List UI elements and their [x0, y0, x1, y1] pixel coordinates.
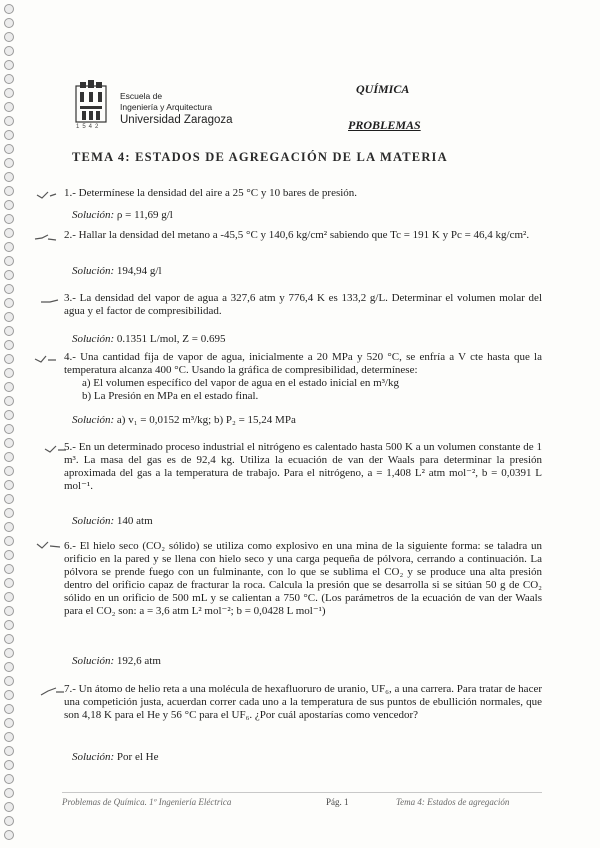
- binder-hole-icon: [4, 508, 14, 518]
- binder-hole-icon: [4, 200, 14, 210]
- binder-hole-icon: [4, 32, 14, 42]
- binder-hole-icon: [4, 774, 14, 784]
- document-type: PROBLEMAS: [348, 118, 421, 132]
- solution-1: Solución: ρ = 11,69 g/l: [72, 209, 173, 221]
- binder-holes: [4, 4, 16, 844]
- university-name: Universidad Zaragoza: [120, 114, 233, 126]
- binder-hole-icon: [4, 704, 14, 714]
- binder-hole-icon: [4, 102, 14, 112]
- university-logo: [74, 80, 274, 132]
- binder-hole-icon: [4, 746, 14, 756]
- problem-6: 6.- El hielo seco (CO₂ sólido) se utiliza como explosivo en una mina de la siguiente forma: se taladra un orificio en la pared y se llena con hielo seco y una carga pequeña de pólvora, cerrando a continuación. La pólvora se prende fuego con un fulminante, con lo que se sublima el CO₂ y se produce una alta presión dentro del orificio capaz de fracturar la roca. Calcula la presión que se desarrolla si se sitúan 50 g de CO₂ sólido en un orificio de 500 mL y se calientan a 750 °C. (Los parámetros de la ecuación de van der Waals para el CO₂ son: a = 3,6 atm L² mol⁻²; b = 0,0428 L mol⁻¹): [64, 540, 542, 617]
- binder-hole-icon: [4, 368, 14, 378]
- binder-hole-icon: [4, 214, 14, 224]
- binder-hole-icon: [4, 718, 14, 728]
- university-crest-icon: [74, 80, 108, 124]
- binder-hole-icon: [4, 158, 14, 168]
- problem-3: 3.- La densidad del vapor de agua a 327,6 atm y 776,4 K es 133,2 g/L. Determinar el volumen molar del agua y el factor de compresibilidad.: [64, 292, 542, 317]
- subject-title: QUÍMICA: [356, 82, 410, 96]
- handwritten-check-icon: [36, 189, 64, 201]
- binder-hole-icon: [4, 74, 14, 84]
- binder-hole-icon: [4, 466, 14, 476]
- binder-hole-icon: [4, 438, 14, 448]
- binder-hole-icon: [4, 830, 14, 840]
- solution-3: Solución: 0.1351 L/mol, Z = 0.695: [72, 333, 226, 345]
- binder-hole-icon: [4, 186, 14, 196]
- problem-5: 5.- En un determinado proceso industrial el nitrógeno es calentado hasta 500 K a un volumen constante de 1 m³. La masa del gas es de 92,4 kg. Utiliza la ecuación de van der Waals para determinar la presión aproximada del gas a la temperatura de trabajo. Para el nitrógeno, a = 1,408 L² atm mol⁻², b = 0,0391 L mol⁻¹.: [64, 441, 542, 492]
- binder-hole-icon: [4, 606, 14, 616]
- problem-4-part-b: b) La Presión en MPa en el estado final.: [82, 390, 259, 402]
- binder-hole-icon: [4, 676, 14, 686]
- binder-hole-icon: [4, 760, 14, 770]
- binder-hole-icon: [4, 816, 14, 826]
- problem-2: 2.- Hallar la densidad del metano a -45,5 °C y 140,6 kg/cm² sabiendo que Tc = 191 K y Pc = 46,4 kg/cm².: [64, 229, 530, 241]
- binder-hole-icon: [4, 802, 14, 812]
- footer-topic: Tema 4: Estados de agregación: [396, 797, 510, 807]
- binder-hole-icon: [4, 228, 14, 238]
- binder-hole-icon: [4, 172, 14, 182]
- footer-divider: [62, 792, 542, 793]
- binder-hole-icon: [4, 634, 14, 644]
- binder-hole-icon: [4, 354, 14, 364]
- logo-year: 1542: [76, 124, 102, 130]
- page-footer: [62, 797, 542, 811]
- handwritten-check-icon: [36, 540, 64, 552]
- binder-hole-icon: [4, 522, 14, 532]
- binder-hole-icon: [4, 550, 14, 560]
- binder-hole-icon: [4, 144, 14, 154]
- binder-hole-icon: [4, 564, 14, 574]
- binder-hole-icon: [4, 788, 14, 798]
- binder-hole-icon: [4, 242, 14, 252]
- footer-course: Problemas de Química. 1º Ingeniería Eléctrica: [62, 797, 232, 807]
- binder-hole-icon: [4, 46, 14, 56]
- binder-hole-icon: [4, 494, 14, 504]
- binder-hole-icon: [4, 18, 14, 28]
- footer-page-number: Pág. 1: [326, 797, 349, 807]
- problem-4: 4.- Una cantidad fija de vapor de agua, inicialmente a 20 MPa y 520 °C, se enfría a V cte hasta que la temperatura alcanza 400 °C. Usando la gráfica de compresibilidad, determínese: a) El volumen específico del vapor de agua en el estado inicial en m³/kg b) La Presión en MPa en el estado final.: [64, 351, 542, 402]
- binder-hole-icon: [4, 620, 14, 630]
- binder-hole-icon: [4, 312, 14, 322]
- binder-hole-icon: [4, 270, 14, 280]
- binder-hole-icon: [4, 690, 14, 700]
- binder-hole-icon: [4, 4, 14, 14]
- problem-4-part-a: a) El volumen específico del vapor de agua en el estado inicial en m³/kg: [82, 377, 399, 389]
- problem-7: 7.- Un átomo de helio reta a una molécula de hexafluoruro de uranio, UF₆, a una carrera. Para tratar de hacer una competición justa, acuerdan correr cada uno a la temperatura de sus puntos de ebullición normales, que son 4,18 K para el He y 56 °C para el UF₆. ¿Por cuál apostarías como vencedor?: [64, 683, 542, 721]
- solution-4: Solución: a) v₁ = 0,0152 m³/kg; b) P₂ = 15,24 MPa: [72, 414, 296, 426]
- solution-7: Solución: Por el He: [72, 751, 159, 763]
- binder-hole-icon: [4, 452, 14, 462]
- binder-hole-icon: [4, 88, 14, 98]
- solution-6: Solución: 192,6 atm: [72, 655, 161, 667]
- binder-hole-icon: [4, 326, 14, 336]
- binder-hole-icon: [4, 648, 14, 658]
- binder-hole-icon: [4, 396, 14, 406]
- binder-hole-icon: [4, 340, 14, 350]
- handwritten-check-icon: [34, 354, 62, 366]
- binder-hole-icon: [4, 410, 14, 420]
- binder-hole-icon: [4, 382, 14, 392]
- binder-hole-icon: [4, 116, 14, 126]
- binder-hole-icon: [4, 578, 14, 588]
- solution-2: Solución: 194,94 g/l: [72, 265, 162, 277]
- problem-1: 1.- Determínese la densidad del aire a 25 °C y 10 bares de presión.: [64, 187, 358, 199]
- school-name: Escuela de Ingeniería y Arquitectura: [120, 91, 213, 112]
- binder-hole-icon: [4, 298, 14, 308]
- binder-hole-icon: [4, 130, 14, 140]
- binder-hole-icon: [4, 424, 14, 434]
- binder-hole-icon: [4, 732, 14, 742]
- binder-hole-icon: [4, 256, 14, 266]
- binder-hole-icon: [4, 480, 14, 490]
- binder-hole-icon: [4, 536, 14, 546]
- binder-hole-icon: [4, 284, 14, 294]
- tema-title: TEMA 4: ESTADOS DE AGREGACIÓN DE LA MATERIA: [72, 150, 448, 164]
- binder-hole-icon: [4, 592, 14, 602]
- binder-hole-icon: [4, 662, 14, 672]
- binder-hole-icon: [4, 60, 14, 70]
- handwritten-check-icon: [34, 232, 62, 244]
- solution-5: Solución: 140 atm: [72, 515, 153, 527]
